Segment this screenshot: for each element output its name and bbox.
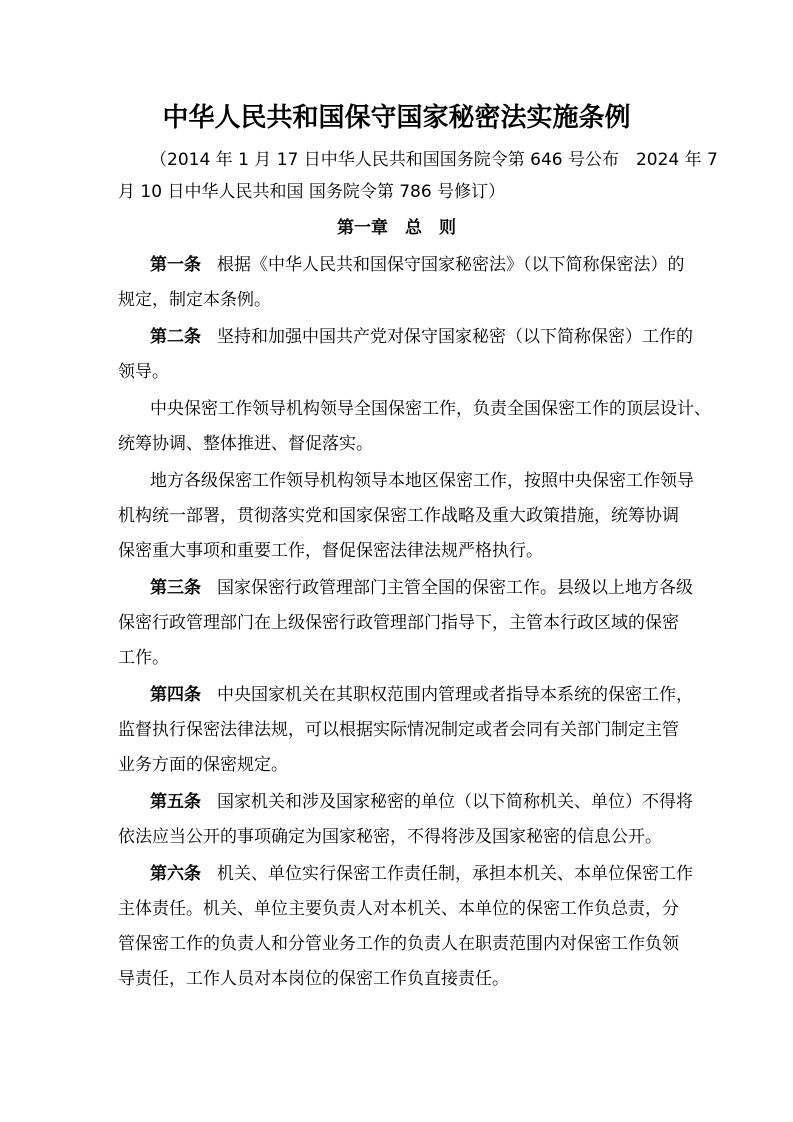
article-1-label: 第一条	[150, 255, 201, 275]
article-6-line-4: 导责任，工作人员对本岗位的保密工作负直接责任。	[118, 969, 509, 989]
article-3-text: 国家保密行政管理部门主管全国的保密工作。县级以上地方各级	[217, 578, 693, 598]
article-6-line-2: 主体责任。机关、单位主要负责人对本机关、本单位的保密工作负总责，分	[118, 899, 679, 919]
article-1-text: 根据《中华人民共和国保守国家秘密法》（以下简称保密法）的	[217, 255, 685, 275]
chapter-heading: 第一章 总 则	[337, 218, 456, 238]
paragraph-central-line-2: 统筹协调、整体推进、督促落实。	[118, 434, 373, 454]
paragraph-local-line-3: 保密重大事项和重要工作，督促保密法律法规严格执行。	[118, 541, 543, 561]
article-2-line-1	[150, 325, 693, 349]
article-2-line-2: 领导。	[118, 362, 169, 382]
article-1-line-2: 规定，制定本条例。	[118, 290, 271, 310]
document-title: 中华人民共和国保守国家秘密法实施条例	[162, 103, 631, 133]
article-2-label: 第二条	[150, 327, 201, 347]
article-6-label: 第六条	[150, 864, 201, 884]
article-1-line-1	[150, 253, 685, 277]
article-4-line-1	[150, 683, 693, 707]
paragraph-local-line-2: 机构统一部署，贯彻落实党和国家保密工作战略及重大政策措施，统筹协调	[118, 506, 679, 526]
article-6-line-3: 管保密工作的负责人和分管业务工作的负责人在职责范围内对保密工作负领	[118, 934, 679, 954]
article-4-text: 中央国家机关在其职权范围内管理或者指导本系统的保密工作，	[217, 685, 693, 705]
article-5-line-2: 依法应当公开的事项确定为国家秘密，不得将涉及国家秘密的信息公开。	[118, 827, 662, 847]
article-5-label: 第五条	[150, 792, 201, 812]
paragraph-local-line-1: 地方各级保密工作领导机构领导本地区保密工作，按照中央保密工作领导	[150, 471, 694, 491]
article-4-line-3: 业务方面的保密规定。	[118, 755, 288, 775]
article-3-line-1	[150, 576, 693, 600]
article-3-label: 第三条	[150, 578, 201, 598]
subtitle-line-2: 月 10 日中华人民共和国 国务院令第 786 号修订）	[118, 182, 506, 202]
article-5-line-1	[150, 790, 693, 814]
article-2-text: 坚持和加强中国共产党对保守国家秘密（以下简称保密）工作的	[217, 327, 693, 347]
article-6-text: 机关、单位实行保密工作责任制，承担本机关、本单位保密工作	[217, 864, 693, 884]
article-4-line-2: 监督执行保密法律法规，可以根据实际情况制定或者会同有关部门制定主管	[118, 720, 679, 740]
paragraph-central-line-1: 中央保密工作领导机构领导全国保密工作，负责全国保密工作的顶层设计、	[150, 399, 711, 419]
subtitle-line-1: （2014 年 1 月 17 日中华人民共和国国务院令第 646 号公布 2024 年 7	[150, 150, 718, 170]
article-5-text: 国家机关和涉及国家秘密的单位（以下简称机关、单位）不得将	[217, 792, 693, 812]
article-3-line-3: 工作。	[118, 648, 169, 668]
article-6-line-1	[150, 862, 693, 886]
article-3-line-2: 保密行政管理部门在上级保密行政管理部门指导下，主管本行政区域的保密	[118, 613, 679, 633]
article-4-label: 第四条	[150, 685, 201, 705]
